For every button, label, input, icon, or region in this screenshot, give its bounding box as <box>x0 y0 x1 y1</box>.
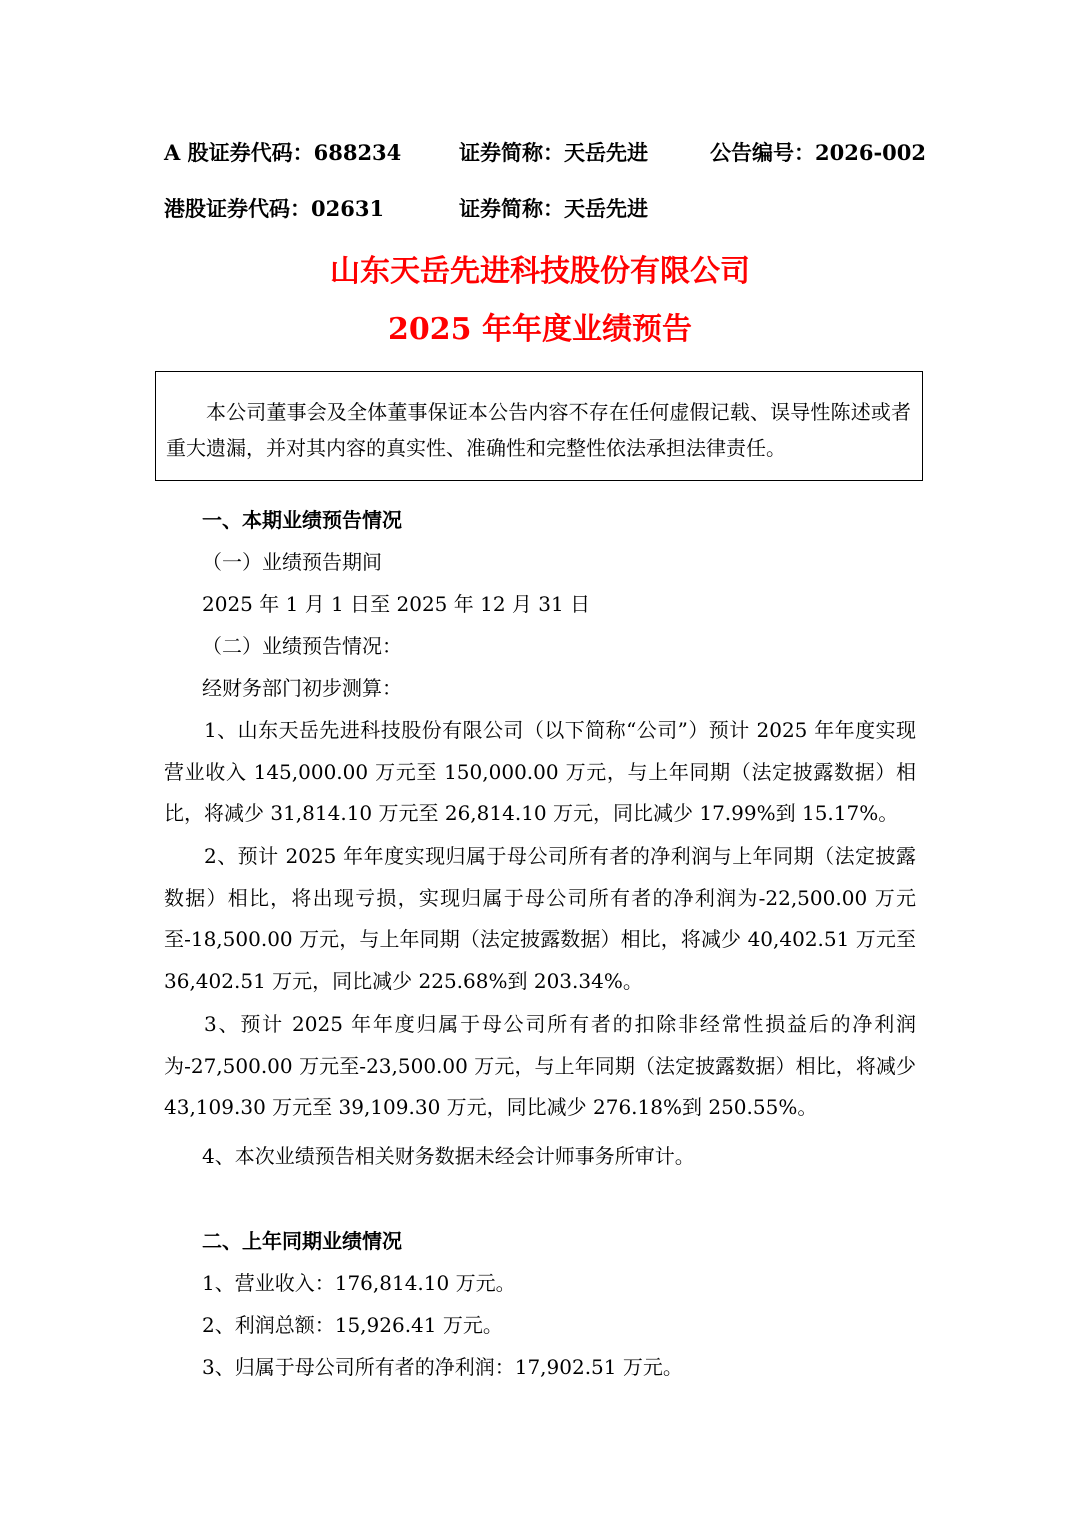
company-title: 山东天岳先进科技股份有限公司 <box>330 254 750 289</box>
a-share-code: A 股证券代码：688234 <box>164 140 402 165</box>
section-1-heading: 一、本期业绩预告情况 <box>202 508 402 532</box>
document-title: 2025 年年度业绩预告 <box>388 312 692 347</box>
disclaimer-text: 本公司董事会及全体董事保证本公告内容不存在任何虚假记载、误导性陈述或者重大遗漏，并对其内容的真实性、准确性和完整性依法承担法律责任。 <box>166 400 911 460</box>
notice-number: 公告编号：2026-002 <box>710 140 926 165</box>
section-2-heading: 二、上年同期业绩情况 <box>202 1229 402 1253</box>
forecast-item-net-profit: 2、预计 2025 年年度实现归属于母公司所有者的净利润与上年同期（法定披露数据）相比，将出现亏损，实现归属于母公司所有者的净利润为-22,500.00 万元至-18,500.00 万元，与上年同期（法定披露数据）相比，将减少 40,402.51 万元至 36,402.51 万元，同比减少 225.68%到 203.34%。 <box>164 844 916 993</box>
prior-revenue: 1、营业收入：176,814.10 万元。 <box>202 1271 516 1295</box>
hk-share-code: 港股证券代码：02631 <box>164 196 385 221</box>
a-share-abbreviation: 证券简称：天岳先进 <box>459 140 648 165</box>
forecast-intro: 经财务部门初步测算： <box>202 676 402 700</box>
forecast-item-revenue: 1、山东天岳先进科技股份有限公司（以下简称“公司”）预计 2025 年年度实现营业收入 145,000.00 万元至 150,000.00 万元，与上年同期（法定披露数据）相比，将减少 31,814.10 万元至 26,814.10 万元，同比减少 17.99%到 15.17%。 <box>164 718 916 825</box>
hk-share-abbreviation: 证券简称：天岳先进 <box>459 196 648 221</box>
forecast-item-net-profit-excl: 3、预计 2025 年年度归属于母公司所有者的扣除非经常性损益后的净利润为-27,500.00 万元至-23,500.00 万元，与上年同期（法定披露数据）相比，将减少 43,109.30 万元至 39,109.30 万元，同比减少 276.18%到 250.55%。 <box>164 1012 916 1119</box>
forecast-item-audit-note: 4、本次业绩预告相关财务数据未经会计师事务所审计。 <box>202 1144 695 1168</box>
forecast-period: 2025 年 1 月 1 日至 2025 年 12 月 31 日 <box>202 592 591 616</box>
subsection-2-heading: （二）业绩预告情况： <box>202 634 402 658</box>
prior-total-profit: 2、利润总额：15,926.41 万元。 <box>202 1313 503 1337</box>
prior-net-profit: 3、归属于母公司所有者的净利润：17,902.51 万元。 <box>202 1355 683 1379</box>
subsection-1-heading: （一）业绩预告期间 <box>202 550 382 574</box>
disclaimer-box <box>155 371 923 481</box>
